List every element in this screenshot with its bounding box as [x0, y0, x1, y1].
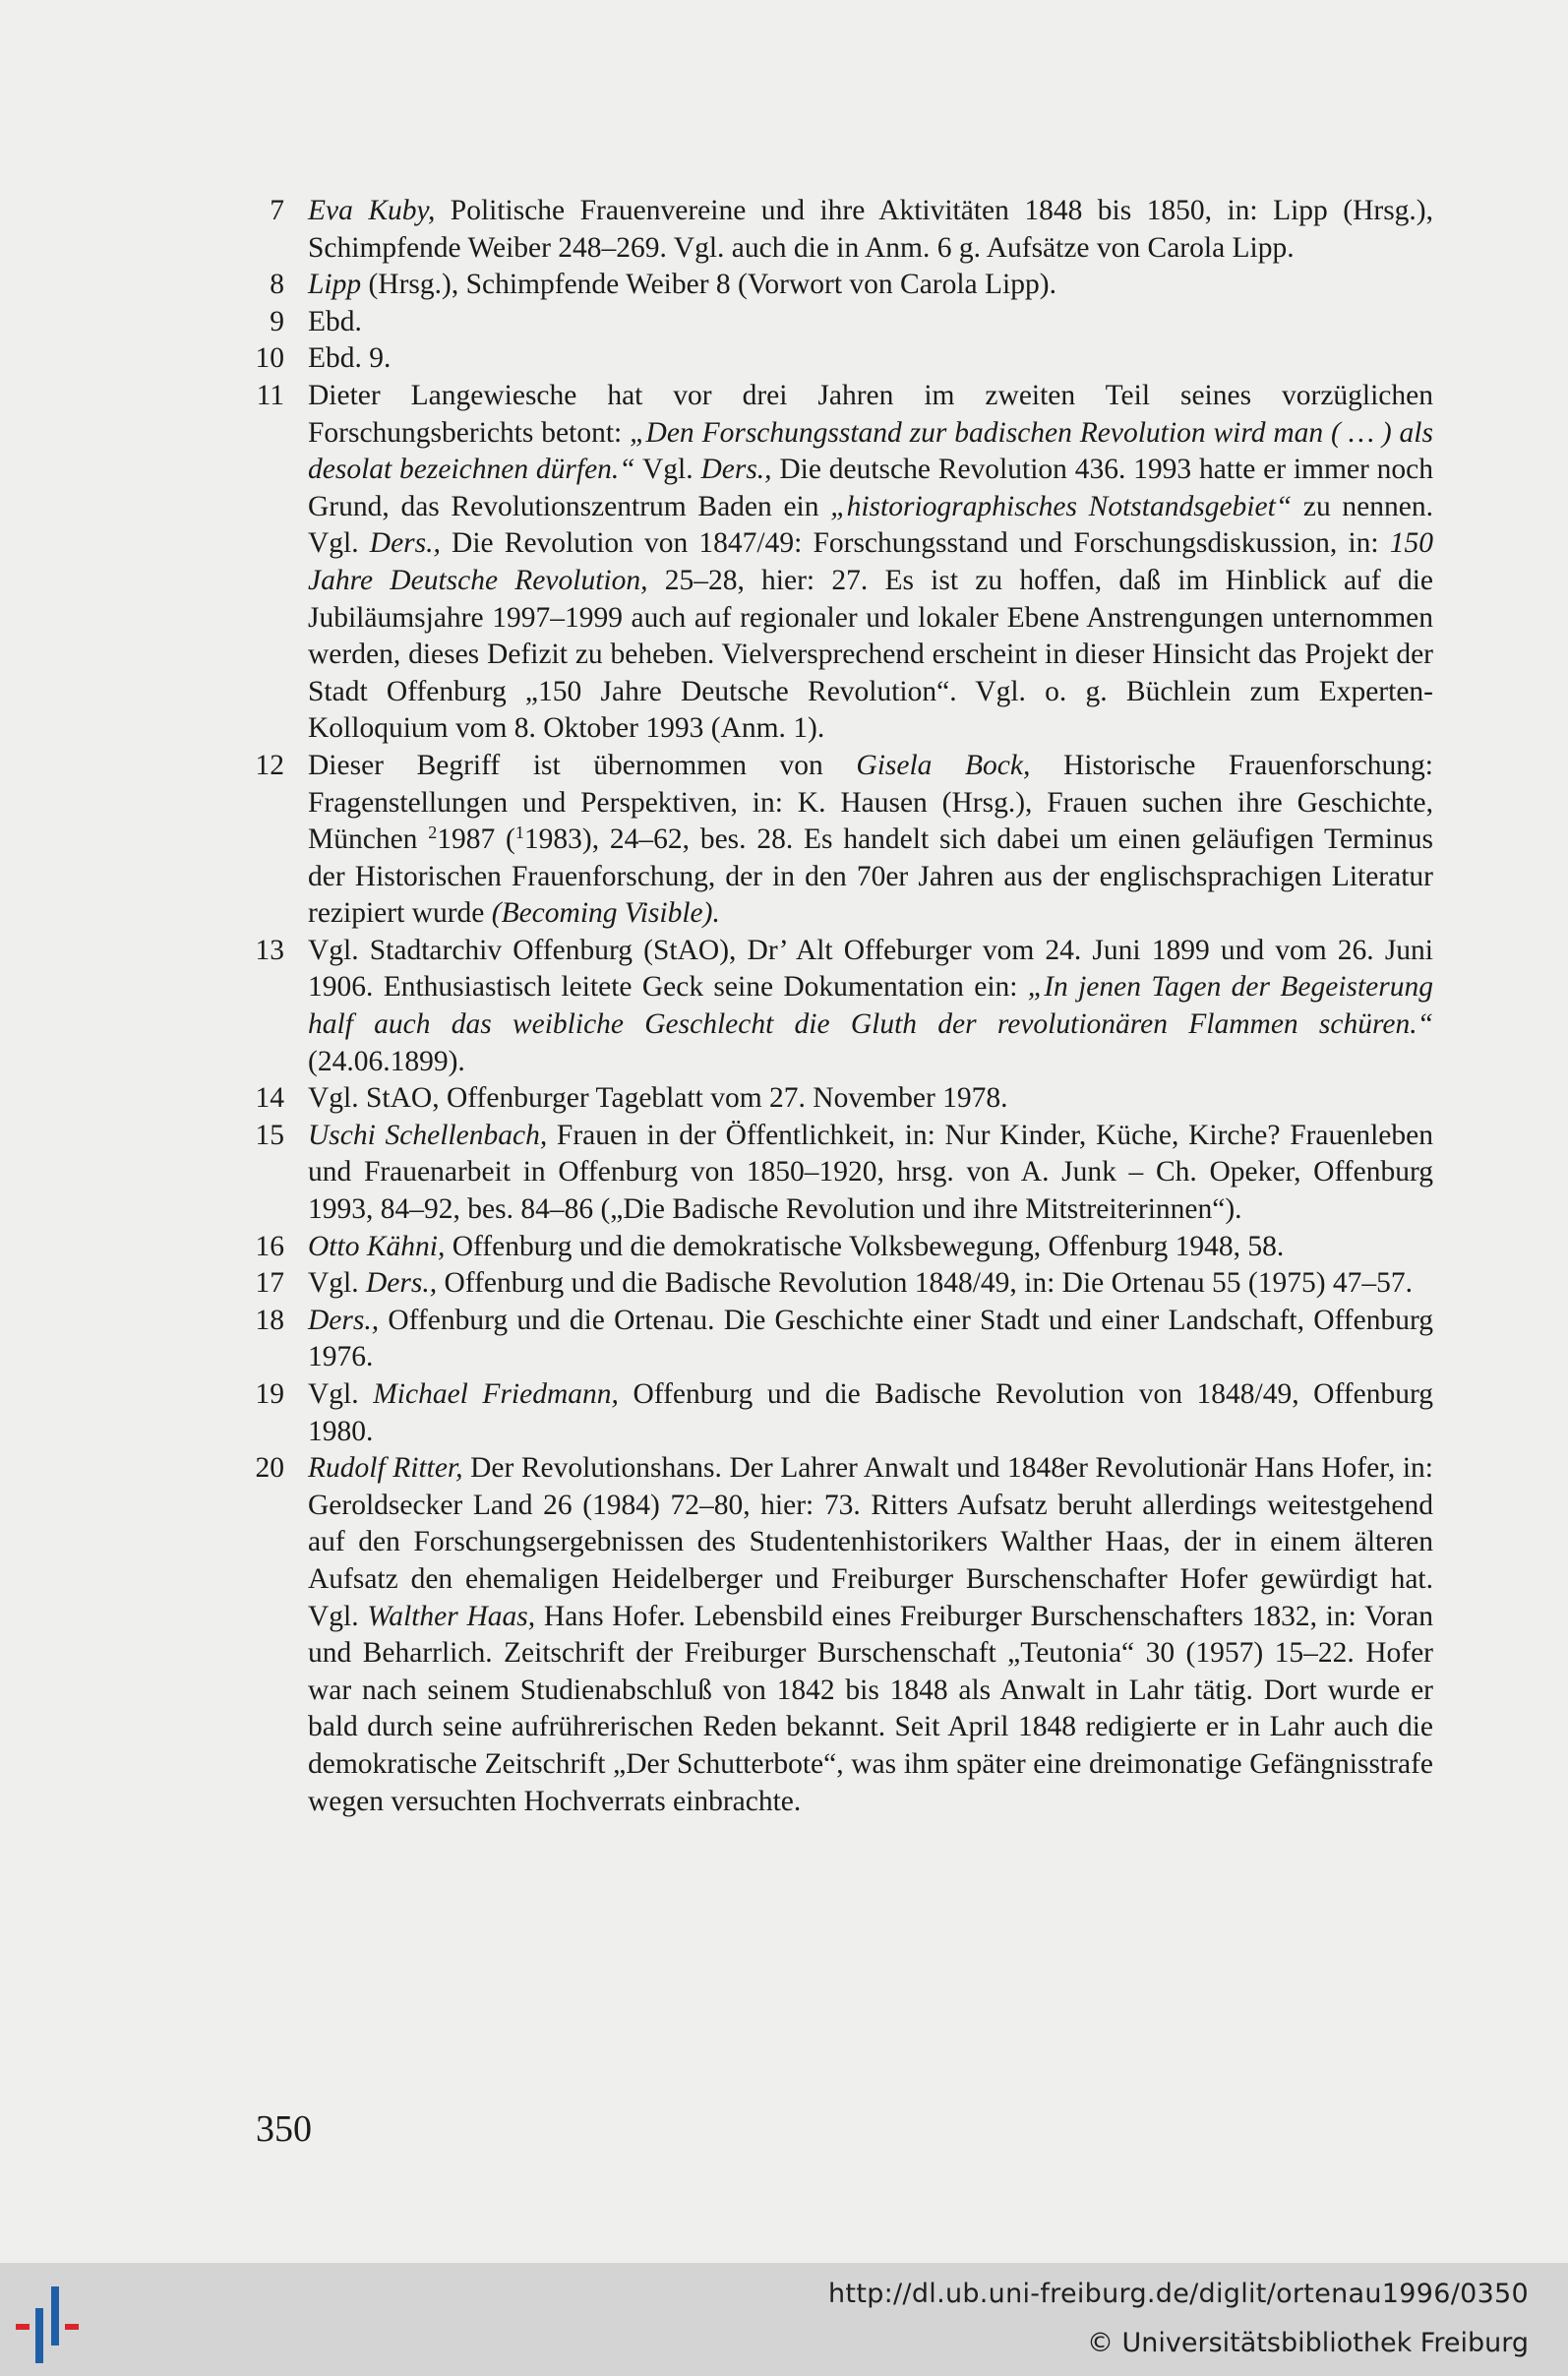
- footnote-text: [308, 933, 1433, 1080]
- italic-text: 150 Jahre Deutsche Revolution,: [308, 527, 1433, 596]
- library-logo-icon: [10, 2281, 104, 2369]
- text-run: (24.06.1899).: [308, 1045, 465, 1077]
- text-run: Offenburg und die demokratische Volksbewegung, Offenburg 1948, 58.: [445, 1230, 1285, 1262]
- text-run: Historische Frauenforschung: Fragenstellungen und Perspektiven, in: K. Hausen (Hrsg.), Frauen suchen ihre Geschichte, München: [308, 749, 1433, 856]
- italic-text: (Becoming Visible).: [491, 897, 720, 930]
- italic-text: Uschi Schellenbach,: [308, 1119, 548, 1151]
- footnote: [243, 304, 1433, 341]
- italic-text: Ders.,: [700, 454, 772, 486]
- text-run: Dieser Begriff ist übernommen von: [308, 749, 857, 781]
- superscript: 2: [428, 822, 438, 843]
- footnote-number: 9: [270, 305, 284, 337]
- footnote-number: 12: [255, 749, 284, 781]
- footnote: [243, 340, 1433, 378]
- footnote-number: 10: [255, 342, 284, 375]
- footnote: [243, 1450, 1433, 1820]
- italic-text: Michael Friedmann,: [373, 1378, 619, 1410]
- italic-text: „In jenen Tagen der Begeisterung half auch das weibliche Geschlecht die Gluth der revolutionären Flammen schüren.“: [308, 971, 1433, 1041]
- text-run: Vgl.: [634, 454, 701, 486]
- text-run: 1983), 24–62, bes. 28. Es handelt sich dabei um einen geläufigen Terminus der Historischen Frauenforschung, der in den 70er Jahren aus der englischsprachigen Literatur rezipiert wurde: [308, 823, 1433, 930]
- footnote: [243, 1376, 1433, 1450]
- footnote-number: 20: [255, 1452, 284, 1485]
- footnote-text: [308, 1265, 1433, 1303]
- italic-text: Ders.,: [366, 1267, 438, 1300]
- footnote-number: 18: [255, 1304, 284, 1336]
- text-run: Politische Frauenvereine und ihre Aktivitäten 1848 bis 1850, in: Lipp (Hrsg.), Schimpfende Weiber 248–269. Vgl. auch die in Anm. 6 g. Aufsätze von Carola Lipp.: [308, 195, 1433, 264]
- text-run: Offenburg und die Badische Revolution 1848/49, in: Die Ortenau 55 (1975) 47–57.: [437, 1267, 1414, 1300]
- text-run: zu nennen. Vgl.: [308, 490, 1433, 560]
- footnote-number: 16: [255, 1230, 284, 1262]
- text-run: Vgl. StAO, Offenburger Tageblatt vom 27. November 1978.: [308, 1082, 1008, 1115]
- text-run: Offenburg und die Ortenau. Die Geschichte einer Stadt und einer Landschaft, Offenburg 1976.: [308, 1304, 1433, 1373]
- text-run: Offenburg und die Badische Revolution von 1848/49, Offenburg 1980.: [308, 1378, 1433, 1447]
- footer-bar: [0, 2263, 1568, 2376]
- footnote-number: 13: [255, 934, 284, 966]
- italic-text: Gisela Bock,: [856, 749, 1031, 781]
- italic-text: Rudolf Ritter,: [308, 1452, 463, 1485]
- footnote-text: [308, 1450, 1433, 1820]
- text-run: Der Revolutionshans. Der Lahrer Anwalt und 1848er Revolutionär Hans Hofer, in: Geroldsecker Land 26 (1984) 72–80, hier: 73. Ritters Aufsatz beruht allerdings weitestgehend auf den Forschungsergebnissen des Studentenhistorikers Walther Haas, der in einem älteren Aufsatz den ehemaligen Heidelberger und Freiburger Burschenschafter Hofer gewürdigt hat. Vgl.: [308, 1452, 1433, 1632]
- text-run: Ebd.: [308, 305, 362, 337]
- text-run: 1987 (: [437, 823, 515, 856]
- footnote-text: [308, 1229, 1433, 1266]
- footnote: [243, 748, 1433, 933]
- italic-text: Eva Kuby,: [308, 195, 436, 226]
- footnote-text: [308, 1303, 1433, 1376]
- footnote: [243, 933, 1433, 1080]
- text-run: Hans Hofer. Lebensbild eines Freiburger Burschenschafters 1832, in: Voran und Beharrlich. Zeitschrift der Freiburger Burschenschaft „Teutonia“ 30 (1957) 15–22. Hofer war nach seinem Studienabschluß von 1842 bis 1848 als Anwalt in Lahr tätig. Dort wurde er bald durch seine aufrührerischen Reden bekannt. Seit April 1848 redigierte er in Lahr auch die demokratische Zeitschrift „Der Schutterbote“, was ihm später eine dreimonatige Gefängnisstrafe wegen versuchten Hochverrats einbrachte.: [308, 1600, 1434, 1817]
- footnote-number: 14: [255, 1082, 284, 1115]
- italic-text: Ders.,: [308, 1304, 380, 1336]
- footnote-text: [308, 304, 1433, 341]
- footnote: [243, 193, 1433, 267]
- footnote-text: [308, 1080, 1433, 1118]
- footnotes-list: [243, 193, 1433, 1820]
- text-run: Vgl.: [308, 1267, 366, 1300]
- footnote: [243, 1265, 1433, 1303]
- footnote: [243, 378, 1433, 748]
- page-number: 350: [256, 2108, 312, 2150]
- permalink-url[interactable]: http://dl.ub.uni-freiburg.de/diglit/ortenau1996/0350: [828, 2279, 1529, 2309]
- footnote-number: 19: [255, 1378, 284, 1410]
- footnote-text: [308, 748, 1433, 933]
- footnote: [243, 1118, 1433, 1229]
- superscript: 1: [514, 822, 524, 843]
- footnote-text: [308, 267, 1433, 304]
- italic-text: Ders.,: [369, 527, 441, 560]
- text-run: Dieter Langewiesche hat vor drei Jahren im zweiten Teil seines vorzüglichen Forschungsberichts betont:: [308, 379, 1433, 449]
- footnote-number: 15: [255, 1119, 284, 1151]
- italic-text: Otto Kähni,: [308, 1230, 446, 1262]
- footnote: [243, 1229, 1433, 1266]
- footnote: [243, 1303, 1433, 1376]
- footnote-number: 8: [270, 269, 284, 301]
- footnote-number: 17: [255, 1267, 284, 1300]
- text-run: Frauen in der Öffentlichkeit, in: Nur Kinder, Küche, Kirche? Frauenleben und Frauenarbeit in Offenburg von 1850–1920, hrsg. von A. Junk – Ch. Opeker, Offenburg 1993, 84–92, bes. 84–86 („Die Badische Revolution und ihre Mitstreiterinnen“).: [308, 1119, 1433, 1226]
- text-run: (Hrsg.), Schimpfende Weiber 8 (Vorwort von Carola Lipp).: [361, 269, 1056, 301]
- italic-text: Walther Haas,: [367, 1600, 536, 1632]
- footnote: [243, 267, 1433, 304]
- footnote-text: [308, 1118, 1433, 1229]
- footnote-text: [308, 378, 1433, 748]
- footnote-text: [308, 340, 1433, 378]
- text-run: Ebd. 9.: [308, 342, 392, 375]
- text-run: Vgl.: [308, 1378, 374, 1410]
- italic-text: Lipp: [308, 269, 362, 301]
- text-run: Vgl. Stadtarchiv Offenburg (StAO), Dr’ Alt Offeburger vom 24. Juni 1899 und vom 26. Juni 1906. Enthusiastisch leitete Geck seine Dokumentation ein:: [308, 934, 1433, 1004]
- copyright-text: © Universitätsbibliothek Freiburg: [1086, 2328, 1529, 2358]
- footnote-number: 7: [270, 195, 284, 226]
- italic-text: „Den Forschungsstand zur badischen Revolution wird man ( … ) als desolat bezeichnen dürfen.“: [308, 416, 1433, 486]
- footnote-text: [308, 1376, 1433, 1450]
- text-run: Die Revolution von 1847/49: Forschungsstand und Forschungsdiskussion, in:: [440, 527, 1390, 560]
- footnote-number: 11: [256, 379, 284, 411]
- text-run: 25–28, hier: 27. Es ist zu hoffen, daß im Hinblick auf die Jubiläumsjahre 1997–1999 auch auf regionaler und lokaler Ebene Anstrengungen unternommen werden, dieses Defizit zu beheben. Vielversprechend erscheint in dieser Hinsicht das Projekt der Stadt Offenburg „150 Jahre Deutsche Revolution“. Vgl. o. g. Büchlein zum Experten-Kolloquium vom 8. Oktober 1993 (Anm. 1).: [308, 564, 1433, 745]
- footnote: [243, 1080, 1433, 1118]
- italic-text: „historiographisches Notstandsgebiet“: [830, 490, 1293, 522]
- footnote-text: [308, 193, 1433, 267]
- text-run: Die deutsche Revolution 436. 1993 hatte er immer noch Grund, das Revolutionszentrum Baden ein: [308, 454, 1433, 522]
